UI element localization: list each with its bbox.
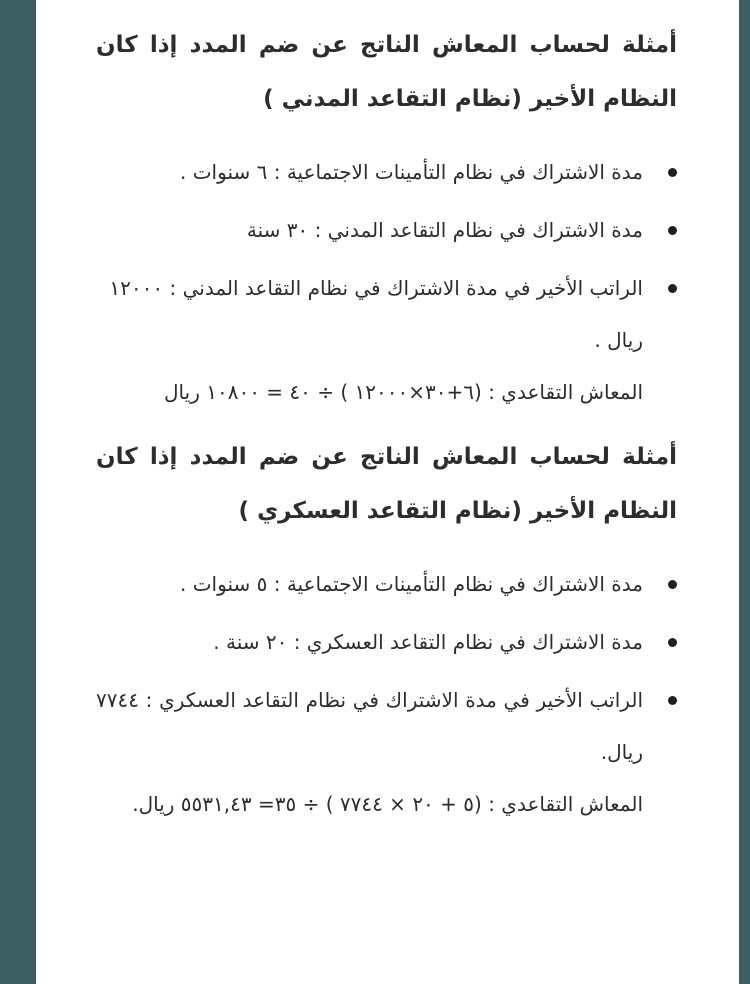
bullet-icon [668,638,677,647]
list-item [96,616,677,668]
pension-calculation: المعاش التقاعدي : (٦+٣٠×١٢٠٠٠ ) ÷ ٤٠ = ١٠٨٠٠ ريال [164,380,643,404]
list-item-text: الراتب الأخير في مدة الاشتراك في نظام التقاعد العسكري : ٧٧٤٤ ريال. [96,688,643,764]
bullet-icon [668,226,677,235]
bullet-icon [668,696,677,705]
bullet-icon [668,284,677,293]
bullet-icon [668,168,677,177]
section-civil [96,18,677,418]
list-item-text: مدة الاشتراك في نظام التأمينات الاجتماعية : ٥ سنوات . [180,572,643,596]
list-item [96,204,677,256]
list-item [96,262,677,366]
pension-calculation: المعاش التقاعدي : (٥ + ٢٠ × ٧٧٤٤ ) ÷ ٣٥= ٥٥٣١,٤٣ ريال. [132,792,643,816]
document-content [96,18,677,842]
list-item [96,146,677,198]
list-item-text: الراتب الأخير في مدة الاشتراك في نظام التقاعد المدني : ١٢٠٠٠ ريال . [109,276,643,352]
section-heading: أمثلة لحساب المعاش الناتج عن ضم المدد إذا كان النظام الأخير (نظام التقاعد العسكري ) [96,444,677,524]
section-heading: أمثلة لحساب المعاش الناتج عن ضم المدد إذا كان النظام الأخير (نظام التقاعد المدني ) [96,32,677,112]
bullet-list [96,558,677,778]
list-item [96,558,677,610]
bullet-list [96,146,677,366]
section-military [96,430,677,830]
list-item-text: مدة الاشتراك في نظام التقاعد المدني : ٣٠ سنة [246,218,643,242]
list-item [96,674,677,778]
list-item-text: مدة الاشتراك في نظام التأمينات الاجتماعية : ٦ سنوات . [180,160,643,184]
document-page [36,0,739,984]
bullet-icon [668,580,677,589]
list-item-text: مدة الاشتراك في نظام التقاعد العسكري : ٢٠ سنة . [213,630,643,654]
